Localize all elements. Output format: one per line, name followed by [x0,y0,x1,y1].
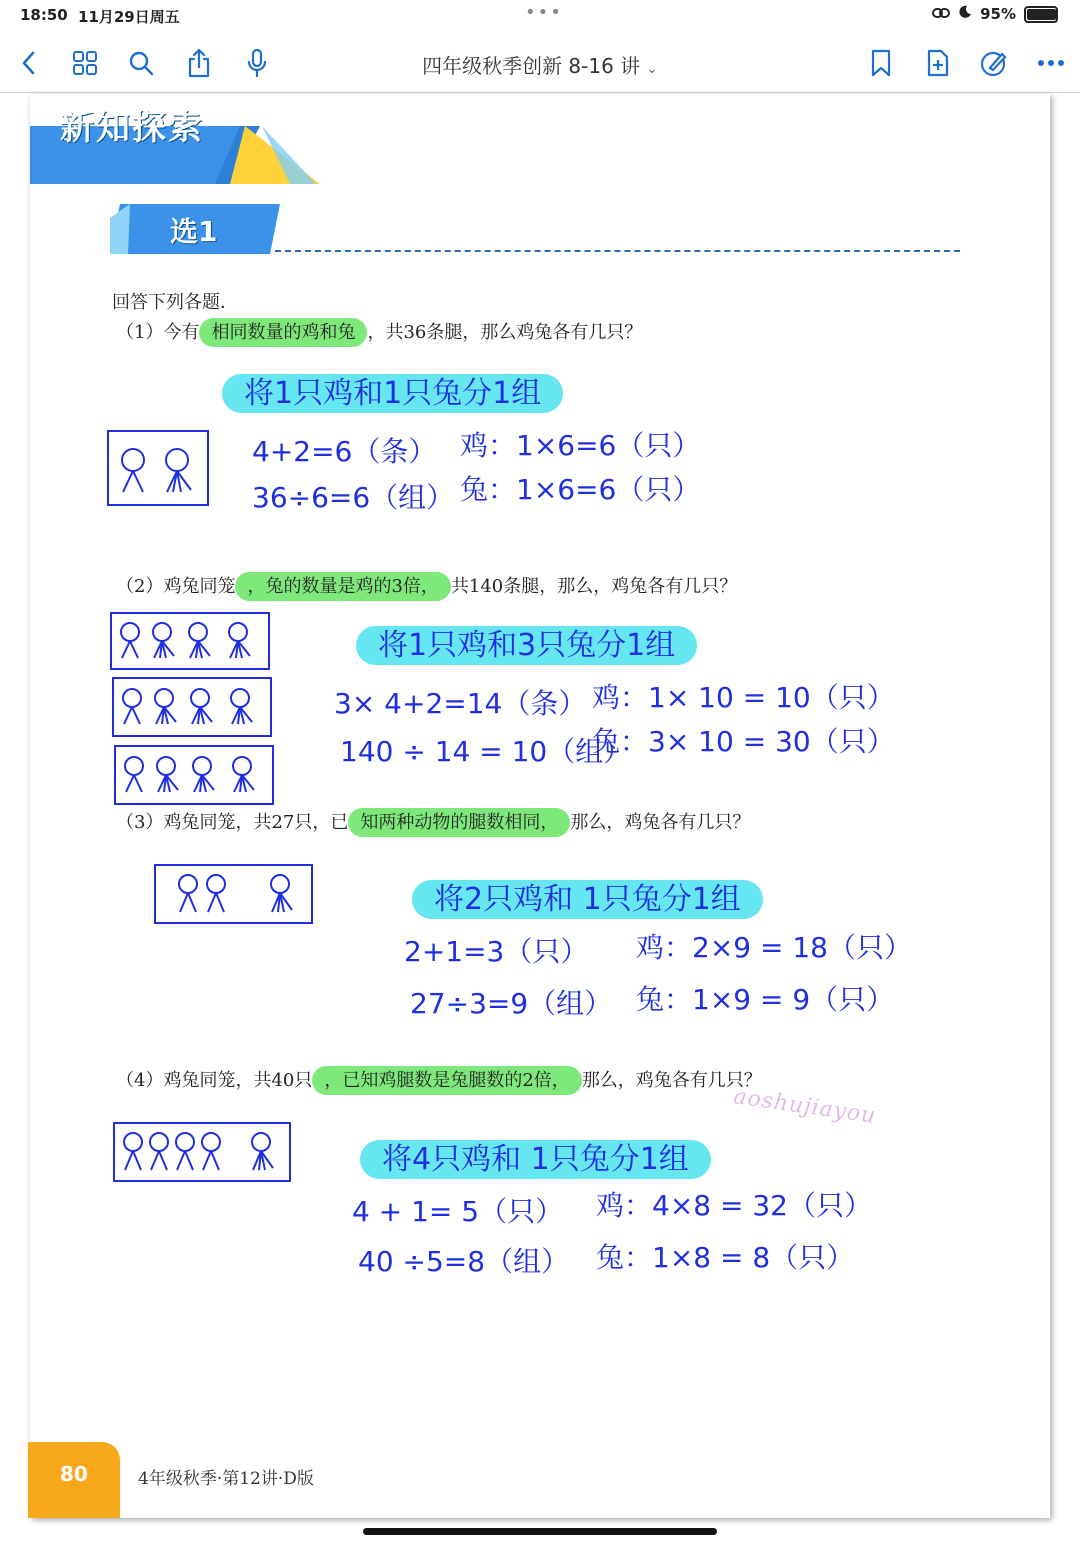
q3-line-2: 27÷3=9（组） [410,987,613,1020]
dashed-divider [275,250,960,252]
q3-answer-1: 鸡：2×9 = 18（只） [636,931,912,964]
q4-drawing [113,1122,293,1184]
q4-line-1: 4 + 1= 5（只） [352,1195,564,1228]
q2-highlight: ，兔的数量是鸡的3倍， [235,572,450,601]
question-4 [116,1066,762,1092]
page-number: 80 [60,1462,88,1486]
pdf-page[interactable] [30,94,1050,1518]
q3-post: 那么，鸡兔各有几只？ [570,812,751,833]
q3-group-note: 将2只鸡和 1只兔分1组 [412,874,763,918]
battery-icon [1024,6,1058,23]
q2-pre: （2）鸡兔同笼 [116,576,236,597]
q4-post: 那么，鸡兔各有几只？ [581,1070,762,1091]
q2-line-1: 3× 4+2=14（条） [334,687,587,720]
q1-highlight: 相同数量的鸡和兔 [199,318,367,347]
bookmark-icon[interactable] [864,46,898,80]
q1-drawing [107,430,211,508]
q3-pre: （3）鸡兔同笼，共27只，已 [116,812,349,833]
q4-line-2: 40 ÷5=8（组） [358,1245,570,1278]
q4-highlight: ，已知鸡腿数是兔腿数的2倍， [312,1066,581,1095]
q2-drawing [110,612,276,806]
q1-line-2: 36÷6=6（组） [252,481,455,514]
document-title[interactable] [0,50,1080,79]
q4-pre: （4）鸡兔同笼，共40只 [116,1070,313,1091]
q1-group-note: 将1只鸡和1只兔分1组 [222,368,563,412]
markup-icon[interactable] [977,46,1011,80]
q1-pre: （1）今有 [116,322,200,343]
chevron-down-icon: ⌄ [646,61,658,77]
home-indicator[interactable] [363,1528,717,1535]
q4-group-note: 将4只鸡和 1只兔分1组 [360,1134,711,1178]
q3-highlight: 知两种动物的腿数相同， [348,808,570,837]
status-date: 11月29日周五 [78,8,180,26]
toolbar [0,36,1080,93]
question-2 [116,572,737,598]
status-time: 18:50 [20,6,68,24]
q2-answer-1: 鸡：1× 10 = 10（只） [592,681,895,714]
q4-answer-2: 兔：1×8 = 8（只） [596,1241,855,1274]
intro-text: 回答下列各题． [112,292,238,313]
q2-post: 共140条腿，那么，鸡兔各有几只？ [450,576,738,597]
q3-answer-2: 兔：1×9 = 9（只） [636,983,895,1016]
q1-line-1: 4+2=6（条） [252,435,437,468]
multitask-dots-icon[interactable]: ••• [525,2,563,23]
q2-group-note: 将1只鸡和3只兔分1组 [356,620,697,664]
section-label: 选1 [170,215,218,248]
q4-answer-1: 鸡：4×8 = 32（只） [596,1189,872,1222]
banner-title: 新知探索 [60,108,204,148]
status-right [932,5,1058,23]
page-footer: 4年级秋季·第12讲·D版 [138,1469,314,1489]
watermark: aoshujiayou [731,1084,878,1129]
q1-post: ，共36条腿，那么鸡兔各有几只？ [367,322,643,343]
moon-icon [958,5,972,23]
q2-line-2: 140 ÷ 14 = 10（组） [340,735,632,768]
document-title-text: 四年级秋季创新 8-16 讲 [422,54,641,78]
q3-line-1: 2+1=3（只） [404,935,589,968]
status-bar [0,0,1080,32]
q1-answer-1: 鸡：1×6=6（只） [460,429,701,462]
question-1 [116,318,642,344]
battery-percent: 95% [980,5,1016,23]
more-icon[interactable] [1034,46,1068,80]
q3-drawing [154,864,314,926]
link-icon [932,5,950,23]
question-3 [116,808,750,834]
add-page-icon[interactable] [921,46,955,80]
q2-answer-2: 兔：3× 10 = 30（只） [592,725,895,758]
q1-answer-2: 兔：1×6=6（只） [460,473,701,506]
